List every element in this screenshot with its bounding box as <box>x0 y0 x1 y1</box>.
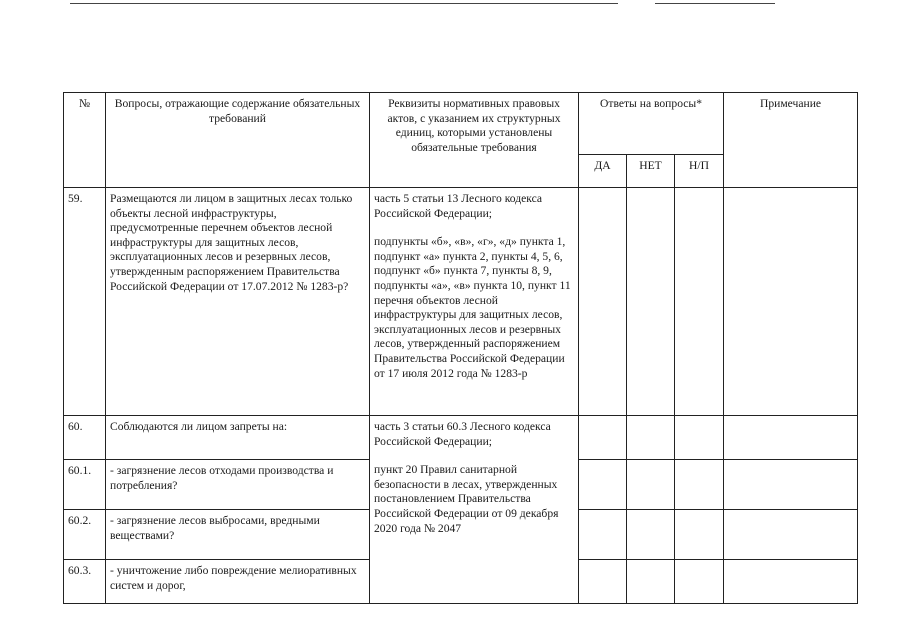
header-row <box>64 93 858 155</box>
header-answers: Ответы на вопросы* <box>579 93 724 155</box>
answer-yes-cell[interactable] <box>579 510 627 560</box>
answer-no-cell[interactable] <box>627 460 675 510</box>
answer-yes-cell[interactable] <box>579 416 627 460</box>
header-yes: ДА <box>579 155 627 188</box>
row-question: - загрязнение лесов отходами производства и потребления? <box>106 460 370 510</box>
note-cell[interactable] <box>724 188 858 416</box>
header-na: Н/П <box>675 155 724 188</box>
note-cell[interactable] <box>724 560 858 604</box>
note-cell[interactable] <box>724 510 858 560</box>
answer-no-cell[interactable] <box>627 416 675 460</box>
row-num: 59. <box>64 188 106 416</box>
note-cell[interactable] <box>724 460 858 510</box>
answer-yes-cell[interactable] <box>579 460 627 510</box>
answer-na-cell[interactable] <box>675 188 724 416</box>
row-question: Размещаются ли лицом в защитных лесах только объекты лесной инфраструктуры, предусмотренные перечнем объектов лесной инфраструктуры для защитных лесов, эксплуатационных лесов и резервных лесов, утвержденным распоряжением Правительства Российской Федерации от 17.07.2012 № 1283-р? <box>106 188 370 416</box>
requisite-text: часть 3 статьи 60.3 Лесного кодекса Российской Федерации; <box>374 420 551 448</box>
row-requisites <box>370 188 579 416</box>
row-num: 60.2. <box>64 510 106 560</box>
answer-yes-cell[interactable] <box>579 560 627 604</box>
header-num: № <box>64 93 106 188</box>
header-questions: Вопросы, отражающие содержание обязательных требований <box>106 93 370 188</box>
answer-na-cell[interactable] <box>675 416 724 460</box>
answer-na-cell[interactable] <box>675 460 724 510</box>
row-question: Соблюдаются ли лицом запреты на: <box>106 416 370 460</box>
table-row <box>64 188 858 416</box>
note-cell[interactable] <box>724 416 858 460</box>
row-num: 60.3. <box>64 560 106 604</box>
top-rule-right <box>655 3 775 4</box>
row-requisites <box>370 416 579 604</box>
table-row <box>64 416 858 460</box>
top-rule-left <box>70 3 618 4</box>
row-question: - загрязнение лесов выбросами, вредными веществами? <box>106 510 370 560</box>
answer-yes-cell[interactable] <box>579 188 627 416</box>
header-requisites: Реквизиты нормативных правовых актов, с указанием их структурных единиц, которыми установлены обязательные требования <box>370 93 579 188</box>
row-num: 60.1. <box>64 460 106 510</box>
row-question: - уничтожение либо повреждение мелиоративных систем и дорог, <box>106 560 370 604</box>
requisite-text: пункт 20 Правил санитарной безопасности в лесах, утвержденных постановлением Правительства Российской Федерации от 09 декабря 2020 года № 2047 <box>374 463 559 535</box>
header-no: НЕТ <box>627 155 675 188</box>
checklist-table <box>63 92 858 604</box>
requisite-text: часть 5 статьи 13 Лесного кодекса Российской Федерации; <box>374 192 543 220</box>
answer-no-cell[interactable] <box>627 510 675 560</box>
answer-na-cell[interactable] <box>675 560 724 604</box>
answer-na-cell[interactable] <box>675 510 724 560</box>
answer-no-cell[interactable] <box>627 188 675 416</box>
header-note: Примечание <box>724 93 858 188</box>
row-num: 60. <box>64 416 106 460</box>
requisite-text: подпункты «б», «в», «г», «д» пункта 1, подпункт «а» пункта 2, пункты 4, 5, 6, подпункт «б» пункта 7, пункты 8, 9, подпункты «а», «в» пункта 10, пункт 11 перечня объектов лесной инфраструктуры для защитных лесов, эксплуатационных лесов и резервных лесов, утвержденный распоряжением Правительства Российской Федерации от 17 июля 2012 года № 1283-р <box>374 235 571 380</box>
answer-no-cell[interactable] <box>627 560 675 604</box>
